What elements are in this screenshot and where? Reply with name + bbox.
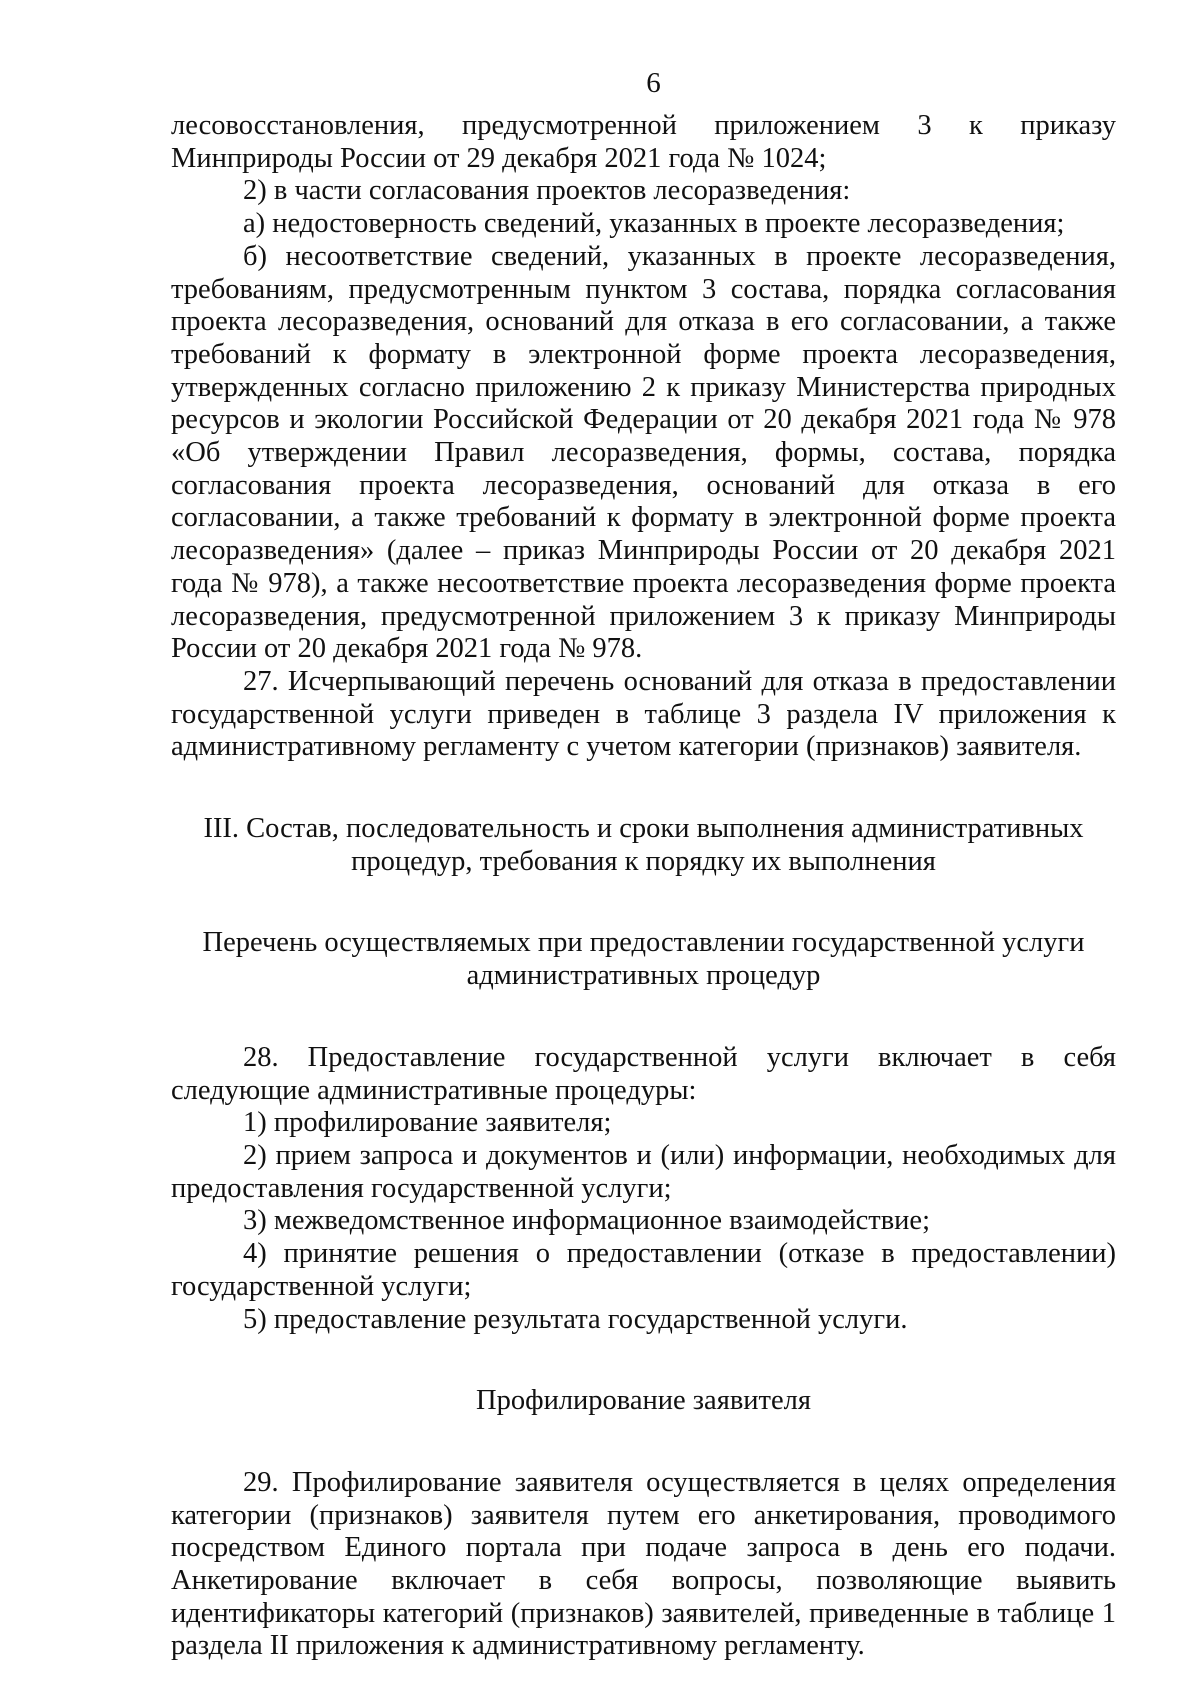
document-page	[171, 66, 1116, 1663]
procedure-item-1: 1) профилирование заявителя;	[243, 1107, 612, 1139]
subheading-procedures-list: Перечень осуществляемых при предоставлении государственной услуги административных процедур	[202, 927, 1085, 992]
section-heading-iii: III. Состав, последовательность и сроки выполнения административных процедур, требования к порядку их выполнения	[203, 813, 1084, 877]
paragraph-continuation: лесовосстановления, предусмотренной приложением 3 к приказу Минприроды России от 29 декабря 2021 года № 1024;	[171, 110, 1116, 174]
paragraph-29: 29. Профилирование заявителя осуществляется в целях определения категории (признаков) заявителя путем его анкетирования, проводимого посредством Единого портала при подаче запроса в день его подачи. Анкетирование включает в себя вопросы, позволяющие выявить идентификаторы категорий (признаков) заявителей, приведенные в таблице 1 раздела II приложения к административному регламенту.	[171, 1466, 1116, 1662]
subheading-profiling: Профилирование заявителя	[476, 1385, 811, 1417]
procedure-item-3: 3) межведомственное информационное взаимодействие;	[243, 1205, 930, 1237]
list-item-2: 2) в части согласования проектов лесоразведения:	[243, 175, 851, 207]
procedure-item-4: 4) принятие решения о предоставлении (отказе в предоставлении) государственной услуги;	[171, 1238, 1116, 1302]
procedure-item-5: 5) предоставление результата государственной услуги.	[243, 1303, 908, 1335]
page-number: 6	[646, 67, 661, 99]
paragraph-27: 27. Исчерпывающий перечень оснований для отказа в предоставлении государственной услуги приведен в таблице 3 раздела IV приложения к административному регламенту с учетом категории (признаков) заявителя.	[171, 665, 1116, 763]
list-item-2a: а) недостоверность сведений, указанных в проекте лесоразведения;	[243, 208, 1065, 240]
list-item-2b: б) несоответствие сведений, указанных в проекте лесоразведения, требованиям, предусмотренным пунктом 3 состава, порядка согласования проекта лесоразведения, оснований для отказа в его согласовании, а также требований к формату в электронной форме проекта лесоразведения, утвержденных согласно приложению 2 к приказу Министерства природных ресурсов и экологии Российской Федерации от 20 декабря 2021 года № 978 «Об утверждении Правил лесоразведения, формы, состава, порядка согласования проекта лесоразведения, оснований для отказа в его согласовании, а также требований к формату в электронной форме проекта лесоразведения» (далее – приказ Минприроды России от 20 декабря 2021 года № 978), а также несоответствие проекта лесоразведения форме проекта лесоразведения, предусмотренной приложением 3 к приказу Минприроды России от 20 декабря 2021 года № 978.	[171, 240, 1116, 665]
procedure-item-2: 2) прием запроса и документов и (или) информации, необходимых для предоставления государственной услуги;	[171, 1139, 1116, 1204]
paragraph-28: 28. Предоставление государственной услуги включает в себя следующие административные процедуры:	[171, 1041, 1116, 1106]
